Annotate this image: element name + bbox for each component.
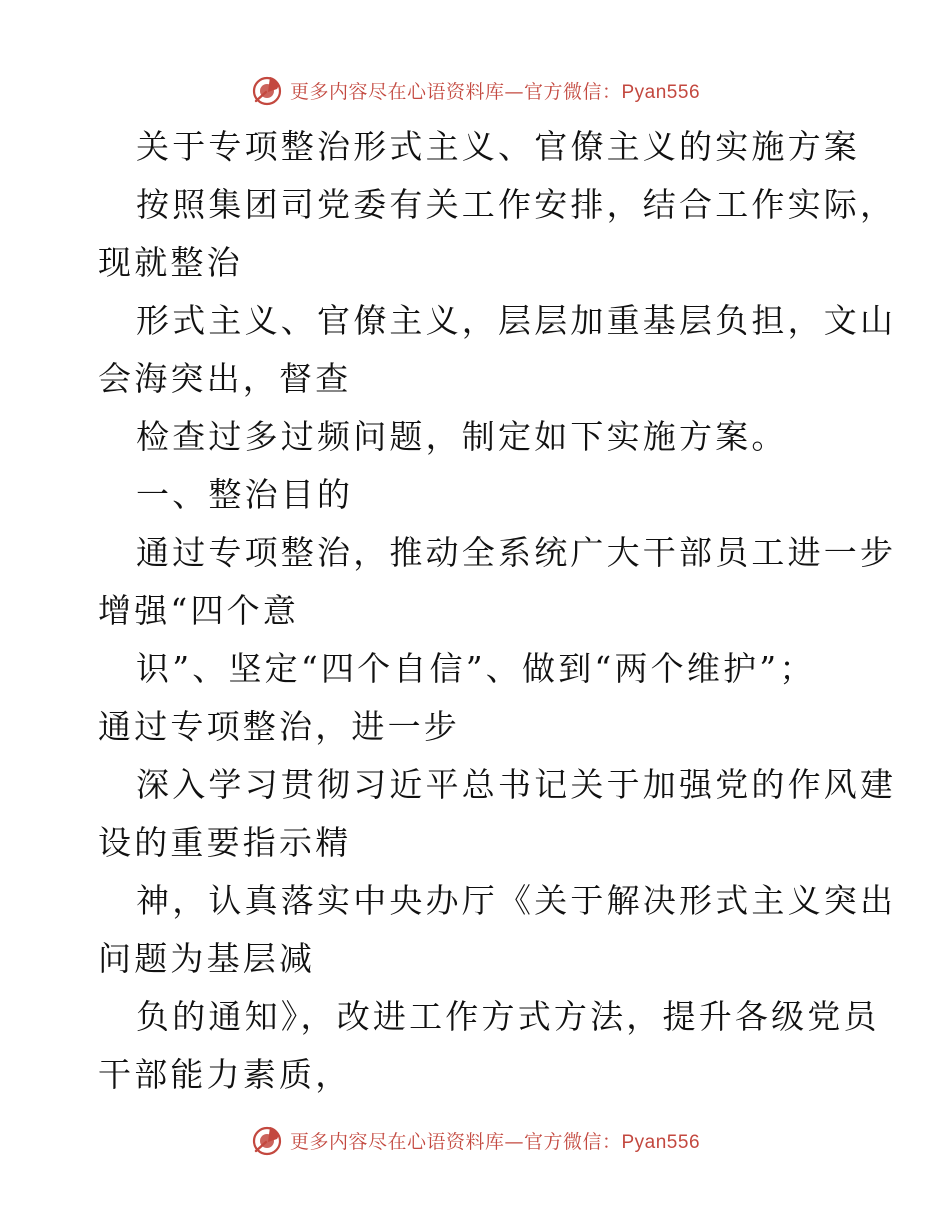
- text-line: 通过专项整治，推动全系统广大干部员工进一步: [136, 533, 897, 572]
- text-line: 识”、坚定“四个自信”、做到“两个维护”；: [136, 649, 816, 688]
- watermark-text: 更多内容尽在心语资料库—官方微信：Pyan556: [289, 80, 701, 103]
- text-line: 增强“四个意: [98, 591, 300, 630]
- quill-pen-circle-icon: [250, 1123, 284, 1157]
- text-line: 神，认真落实中央办厅《关于解决形式主义突出: [136, 881, 897, 920]
- quill-pen-circle-icon: [250, 73, 284, 107]
- text-line: 检查过多过频问题，制定如下实施方案。: [136, 417, 788, 456]
- header-watermark: [0, 70, 950, 110]
- text-line: 问题为基层减: [98, 939, 316, 978]
- text-line: 负的通知》，改进工作方式方法，提升各级党员: [136, 997, 880, 1036]
- text-line: 深入学习贯彻习近平总书记关于加强党的作风建: [136, 765, 897, 804]
- text-line: 通过专项整治，进一步: [98, 707, 460, 746]
- text-line: 会海突出，督查: [98, 359, 352, 398]
- text-line: 形式主义、官僚主义，层层加重基层负担，文山: [136, 301, 897, 340]
- text-line: 关于专项整治形式主义、官僚主义的实施方案: [136, 127, 860, 166]
- footer-watermark: [0, 1120, 950, 1160]
- text-line: 设的重要指示精: [98, 823, 352, 862]
- text-line: 干部能力素质，: [98, 1055, 352, 1094]
- text-line: 一、整治目的: [136, 475, 354, 514]
- document-body: [98, 118, 897, 1104]
- watermark-text: 更多内容尽在心语资料库—官方微信：Pyan556: [289, 1130, 701, 1153]
- text-line: 按照集团司党委有关工作安排，结合工作实际，: [136, 185, 897, 224]
- text-line: 现就整治: [98, 243, 243, 282]
